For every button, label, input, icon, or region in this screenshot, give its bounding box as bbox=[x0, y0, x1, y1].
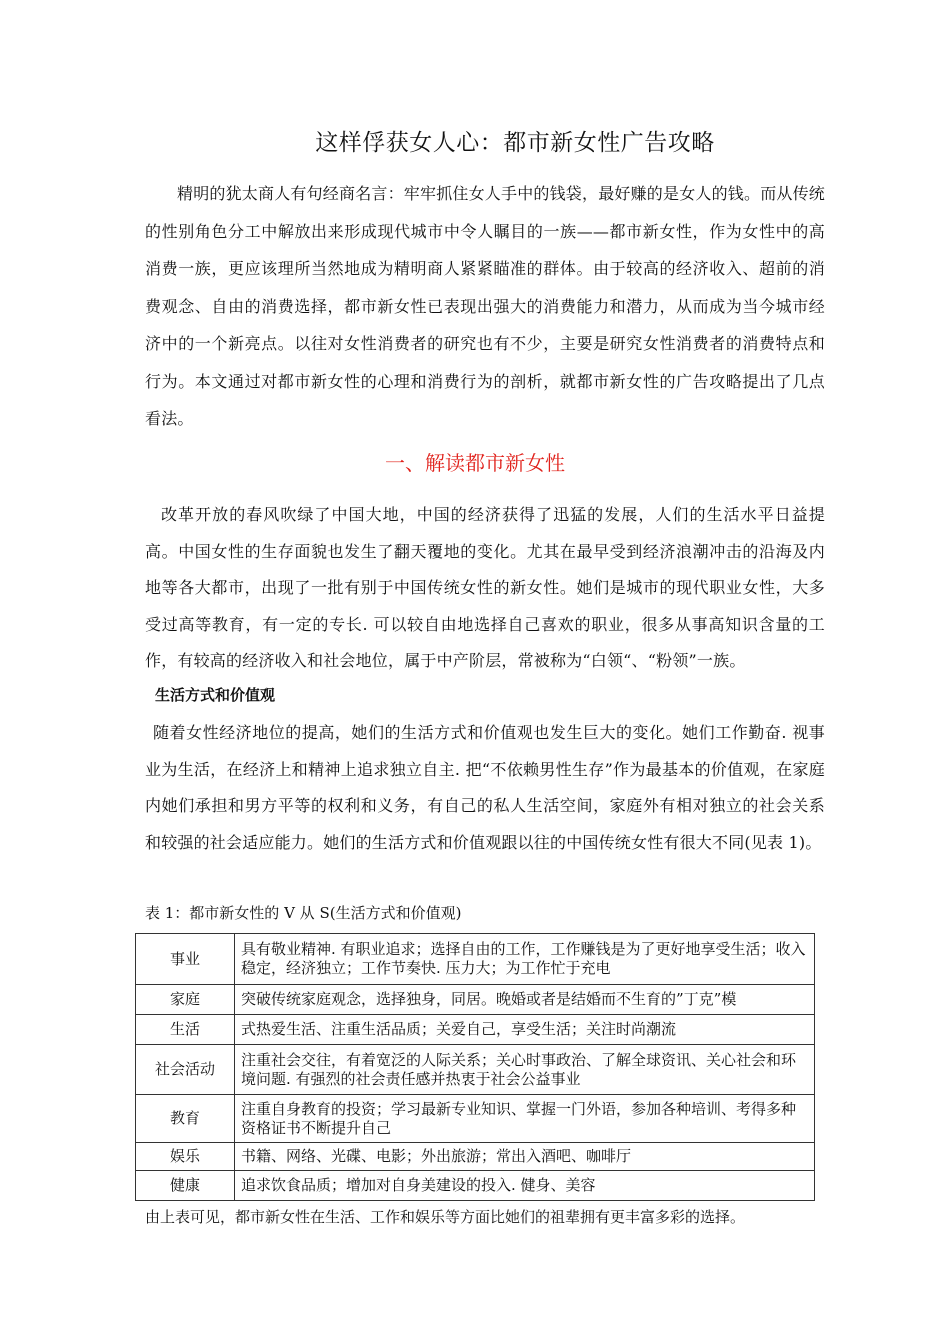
table-cell-description: 追求饮食品质；增加对自身美建设的投入. 健身、美容 bbox=[235, 1171, 815, 1201]
table-caption: 表 1：都市新女性的 V 从 S(生活方式和价值观) bbox=[145, 904, 462, 922]
table-cell-description: 式热爱生活、注重生活品质；关爱自己，享受生活；关注时尚潮流 bbox=[235, 1015, 815, 1045]
lifestyle-table bbox=[135, 933, 815, 1201]
table-cell-category: 生活 bbox=[136, 1015, 235, 1045]
document-title: 这样俘获女人心：都市新女性广告攻略 bbox=[315, 130, 715, 156]
table-row bbox=[136, 934, 815, 985]
table-cell-category: 社会活动 bbox=[136, 1045, 235, 1095]
table-cell-category: 家庭 bbox=[136, 985, 235, 1015]
table-cell-description: 书籍、网络、光碟、电影；外出旅游；常出入酒吧、咖啡厅 bbox=[235, 1143, 815, 1171]
table-cell-description: 突破传统家庭观念，选择独身，同居。晚婚或者是结婚而不生育的”丁克”模 bbox=[235, 985, 815, 1015]
table-cell-description: 具有敬业精神. 有职业追求；选择自由的工作，工作赚钱是为了更好地享受生活；收入稳定，经济独立；工作节奏快. 压力大；为工作忙于充电 bbox=[235, 934, 815, 985]
table-row bbox=[136, 985, 815, 1015]
table-row bbox=[136, 1045, 815, 1095]
table-cell-category: 娱乐 bbox=[136, 1143, 235, 1171]
table-cell-description: 注重社会交往，有着宽泛的人际关系；关心时事政治、了解全球资讯、关心社会和环境问题. 有强烈的社会责任感并热衷于社会公益事业 bbox=[235, 1045, 815, 1095]
table-row bbox=[136, 1143, 815, 1171]
table-row bbox=[136, 1171, 815, 1201]
table-row bbox=[136, 1095, 815, 1143]
table-cell-category: 事业 bbox=[136, 934, 235, 985]
table-summary: 由上表可见，都市新女性在生活、工作和娱乐等方面比她们的祖辈拥有更丰富多彩的选择。 bbox=[145, 1208, 746, 1226]
subheading: 生活方式和价值观 bbox=[155, 686, 276, 704]
table-cell-category: 教育 bbox=[136, 1095, 235, 1143]
table-cell-description: 注重自身教育的投资；学习最新专业知识、掌握一门外语，参加各种培训、考得多种资格证书不断提升自己 bbox=[235, 1095, 815, 1143]
section-heading: 一、解读都市新女性 bbox=[385, 451, 565, 475]
table-cell-category: 健康 bbox=[136, 1171, 235, 1201]
intro-paragraph: 精明的犹太商人有句经商名言：牢牢抓住女人手中的钱袋，最好赚的是女人的钱。而从传统的性别角色分工中解放出来形成现代城市中令人瞩目的一族——都市新女性，作为女性中的高消费一族，更应该理所当然地成为精明商人紧紧瞄准的群体。由于较高的经济收入、超前的消费观念、自由的消费选择，都市新女性已表现出强大的消费能力和潜力，从而成为当今城市经济中的一个新亮点。以往对女性消费者的研究也有不少，主要是研究女性消费者的消费特点和行为。本文通过对都市新女性的心理和消费行为的剖析，就都市新女性的广告攻略提出了几点看法。 bbox=[145, 184, 826, 428]
section-paragraph: 改革开放的春风吹绿了中国大地，中国的经济获得了迅猛的发展，人们的生活水平日益提高。中国女性的生存面貌也发生了翻天覆地的变化。尤其在最早受到经济浪潮冲击的沿海及内地等各大都市，出现了一批有别于中国传统女性的新女性。她们是城市的现代职业女性，大多受过高等教育，有一定的专长. 可以较自由地选择自己喜欢的职业，很多从事高知识含量的工作，有较高的经济收入和社会地位，属于中产阶层，常被称为“白领“、“粉领”一族。 bbox=[145, 505, 825, 670]
subsection-paragraph: 随着女性经济地位的提高，她们的生活方式和价值观也发生巨大的变化。她们工作勤奋. 视事业为生活，在经济上和精神上追求独立自主. 把“不依赖男性生存”作为最基本的价值观，在家庭内她们承担和男方平等的权利和义务，有自己的私人生活空间，家庭外有相对独立的社会关系和较强的社会适应能力。她们的生活方式和价值观跟以往的中国传统女性有很大不同(见表 1)。 bbox=[145, 723, 825, 852]
table-row bbox=[136, 1015, 815, 1045]
